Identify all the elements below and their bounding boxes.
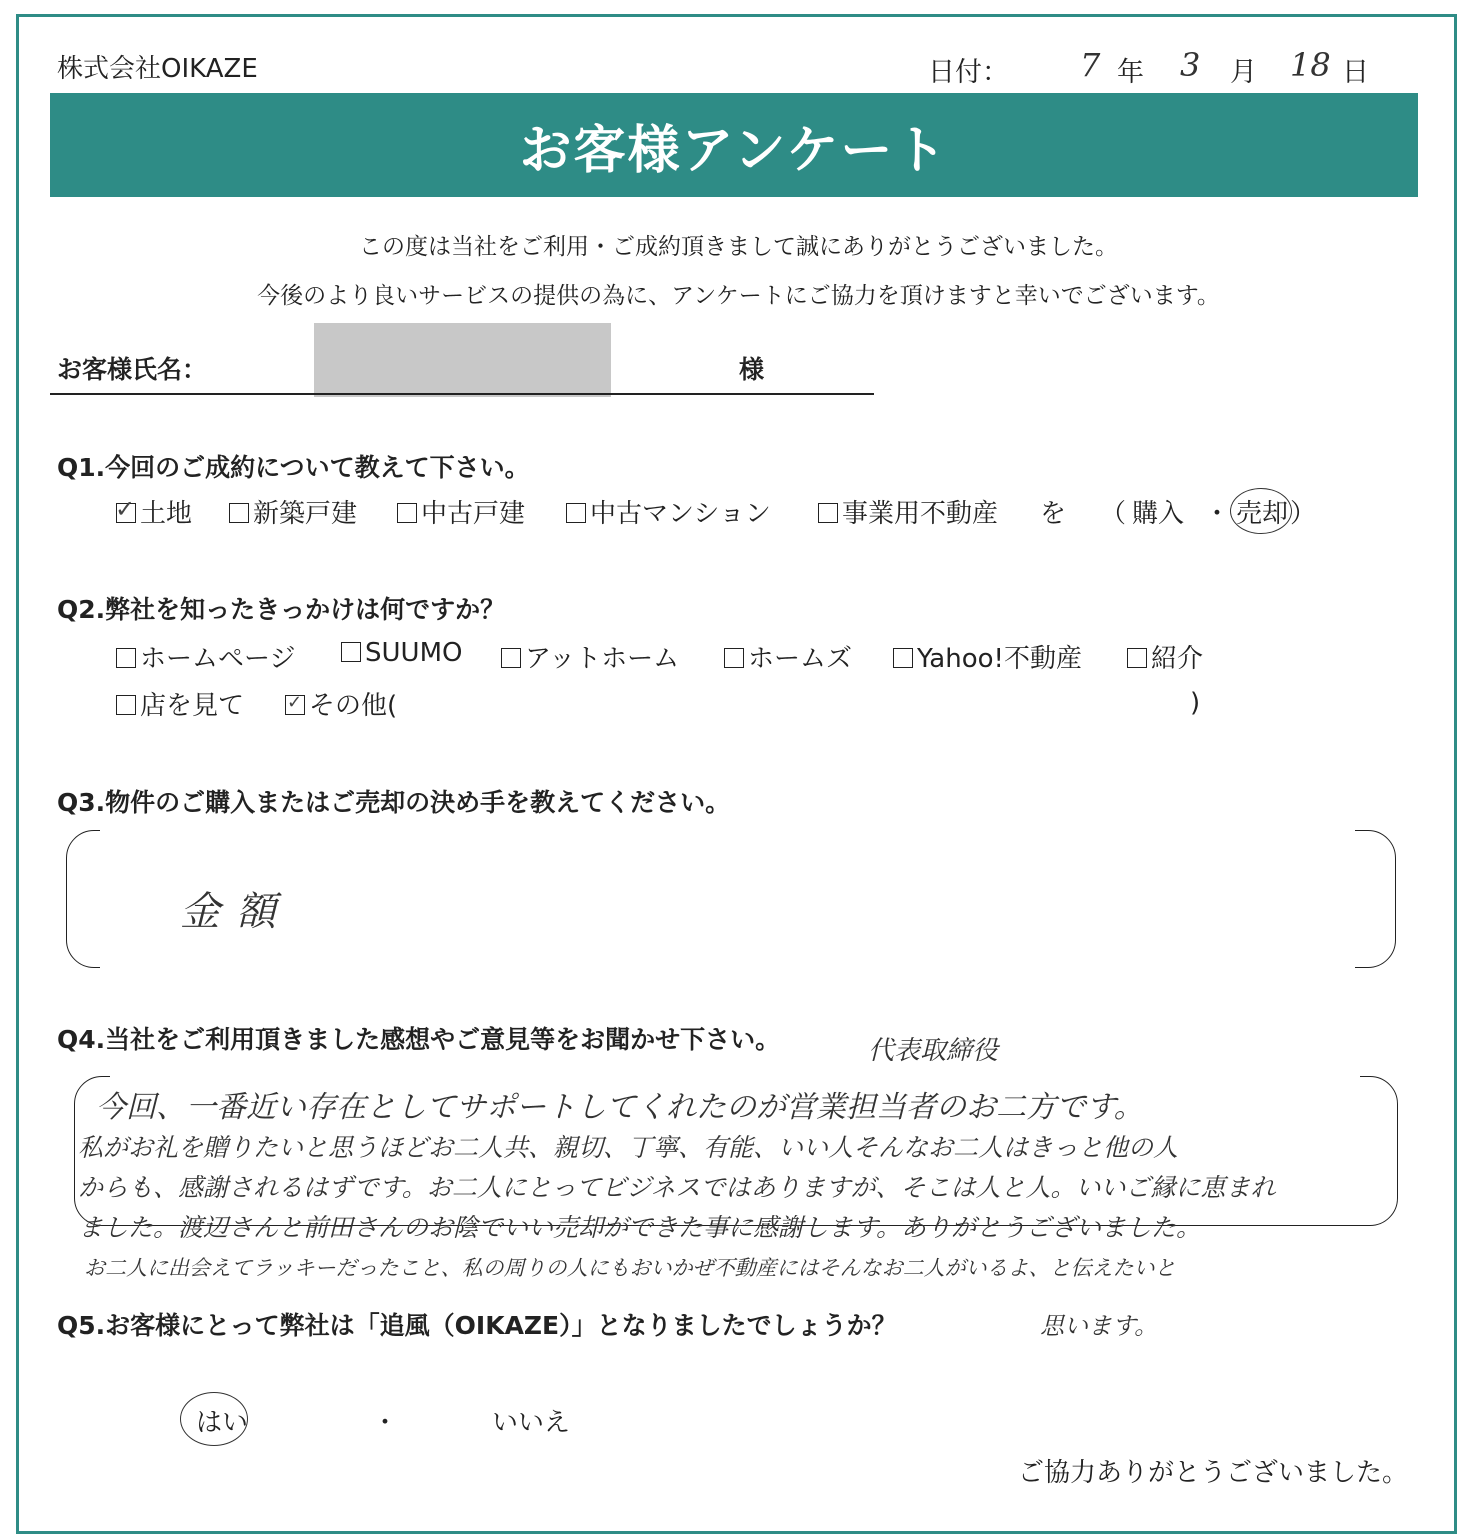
redacted-customer-name [314, 323, 611, 397]
q2-option-suumo[interactable]: SUUMO [341, 638, 462, 668]
checkbox[interactable] [818, 503, 838, 523]
checkbox[interactable] [397, 503, 417, 523]
checkbox[interactable] [229, 503, 249, 523]
hand-drawn-circle [180, 1392, 248, 1446]
date-label: 日付： [928, 57, 1009, 88]
q2-option-homepage[interactable]: ホームページ [116, 638, 295, 675]
q2-option-homes[interactable]: ホームズ [724, 638, 852, 675]
q4-answer-line-2: 私がお礼を贈りたいと思うほどお二人共、親切、丁寧、有能、いい人そんなお二人はきっと他の人 [78, 1133, 1179, 1162]
q1-option-commercial[interactable]: 事業用不動産 [818, 493, 998, 530]
checkbox-checked[interactable] [115, 495, 136, 523]
checkbox[interactable] [566, 503, 586, 523]
q2-option-athome[interactable]: アットホーム [501, 638, 679, 675]
answer-box-gap [100, 964, 1355, 968]
q2-question: Q2.弊社を知ったきっかけは何ですか？ [57, 595, 506, 624]
q1-option-used-mansion[interactable]: 中古マンション [566, 493, 771, 530]
checkbox[interactable] [341, 642, 361, 662]
q1-option-land[interactable]: ✓ 土地 [115, 495, 193, 529]
checkmark-icon: ✓ [115, 495, 136, 523]
q4-answer-line-1: 今回、一番近い存在としてサポートしてくれたのが営業担当者のお二方です。 [96, 1090, 1144, 1125]
checkmark-icon: ✓ [287, 692, 303, 713]
q1-buy-option[interactable]: 購入 [1132, 499, 1185, 529]
q1-close-paren: ） [1290, 499, 1317, 529]
q3-question: Q3.物件のご購入またはご売却の決め手を教えてください。 [57, 788, 731, 817]
q1-option-used-house[interactable]: 中古戸建 [397, 493, 525, 530]
q2-close-paren: ) [1190, 688, 1201, 718]
q2-option-other[interactable]: ✓ その他( [287, 691, 398, 721]
checkbox[interactable] [116, 648, 136, 668]
q1-dot: ・ [1204, 499, 1231, 529]
checkbox[interactable] [724, 648, 744, 668]
company-name: 株式会社OIKAZE [57, 54, 258, 84]
q5-yes-option[interactable]: はい [196, 1408, 249, 1438]
q4-answer-line-4: ました。渡辺さんと前田さんのお陰でいい売却ができた事に感謝します。ありがとうございました。 [78, 1213, 1202, 1242]
checkbox[interactable] [501, 648, 521, 668]
title-banner [50, 93, 1418, 197]
date-year-unit: 年 [1117, 57, 1144, 88]
q4-signature: 代表取締役 [868, 1036, 999, 1066]
q5-question: Q5.お客様にとって弊社は「追風（OIKAZE）」となりましたでしょうか？ [57, 1311, 897, 1340]
checkbox[interactable] [893, 648, 913, 668]
customer-name-suffix: 様 [739, 355, 765, 384]
date-day-unit: 日 [1342, 57, 1369, 88]
intro-line-1: この度は当社をご利用・ご成約頂きまして誠にありがとうございました。 [359, 234, 1118, 260]
date-month-unit: 月 [1230, 57, 1257, 88]
q2-option-yahoo[interactable]: Yahoo!不動産 [893, 638, 1082, 675]
q1-question: Q1.今回のご成約について教えて下さい。 [57, 453, 530, 482]
q4-answer-line-3: からも、感謝されるはずです。お二人にとってビジネスではありますが、そこは人と人。いいご縁に恵まれ [78, 1173, 1276, 1202]
q1-connector: を [1040, 499, 1067, 529]
q5-dot: ・ [372, 1408, 399, 1438]
q1-open-paren: （ [1100, 499, 1127, 529]
q3-answer-text: 金額 [180, 889, 292, 935]
hand-drawn-circle [1230, 488, 1292, 534]
q4-answer-line-5: お二人に出会えてラッキーだったこと、私の周りの人にもおいかぜ不動産にはそんなお二人がいるよ、と伝えたいと [84, 1256, 1176, 1280]
q2-option-store[interactable]: 店を見て [116, 685, 244, 722]
q5-no-option[interactable]: いいえ [492, 1408, 571, 1438]
q4-question: Q4.当社をご利用頂きました感想やご意見等をお聞かせ下さい。 [57, 1025, 781, 1054]
customer-name-underline [50, 393, 874, 395]
date-day: 18 [1290, 46, 1331, 84]
page-title: お客様アンケート [519, 120, 949, 181]
q1-option-new-house[interactable]: 新築戸建 [229, 493, 357, 530]
checkbox-checked[interactable] [285, 692, 305, 715]
checkbox[interactable] [116, 695, 136, 715]
customer-name-label: お客様氏名： [57, 355, 208, 384]
q4-answer-line-6: 思います。 [1040, 1312, 1159, 1340]
q1-sell-option[interactable]: 売却 [1236, 499, 1289, 529]
intro-line-2: 今後のより良いサービスの提供の為に、アンケートにご協力を頂けますと幸いでございます。 [257, 283, 1220, 309]
date-year: 7 [1080, 46, 1101, 84]
answer-box-gap [100, 828, 1355, 832]
answer-box-gap [110, 1074, 1360, 1078]
q2-option-referral[interactable]: 紹介 [1127, 638, 1203, 675]
date-month: 3 [1180, 46, 1201, 84]
checkbox[interactable] [1127, 648, 1147, 668]
footer-thanks: ご協力ありがとうございました。 [1018, 1458, 1409, 1488]
